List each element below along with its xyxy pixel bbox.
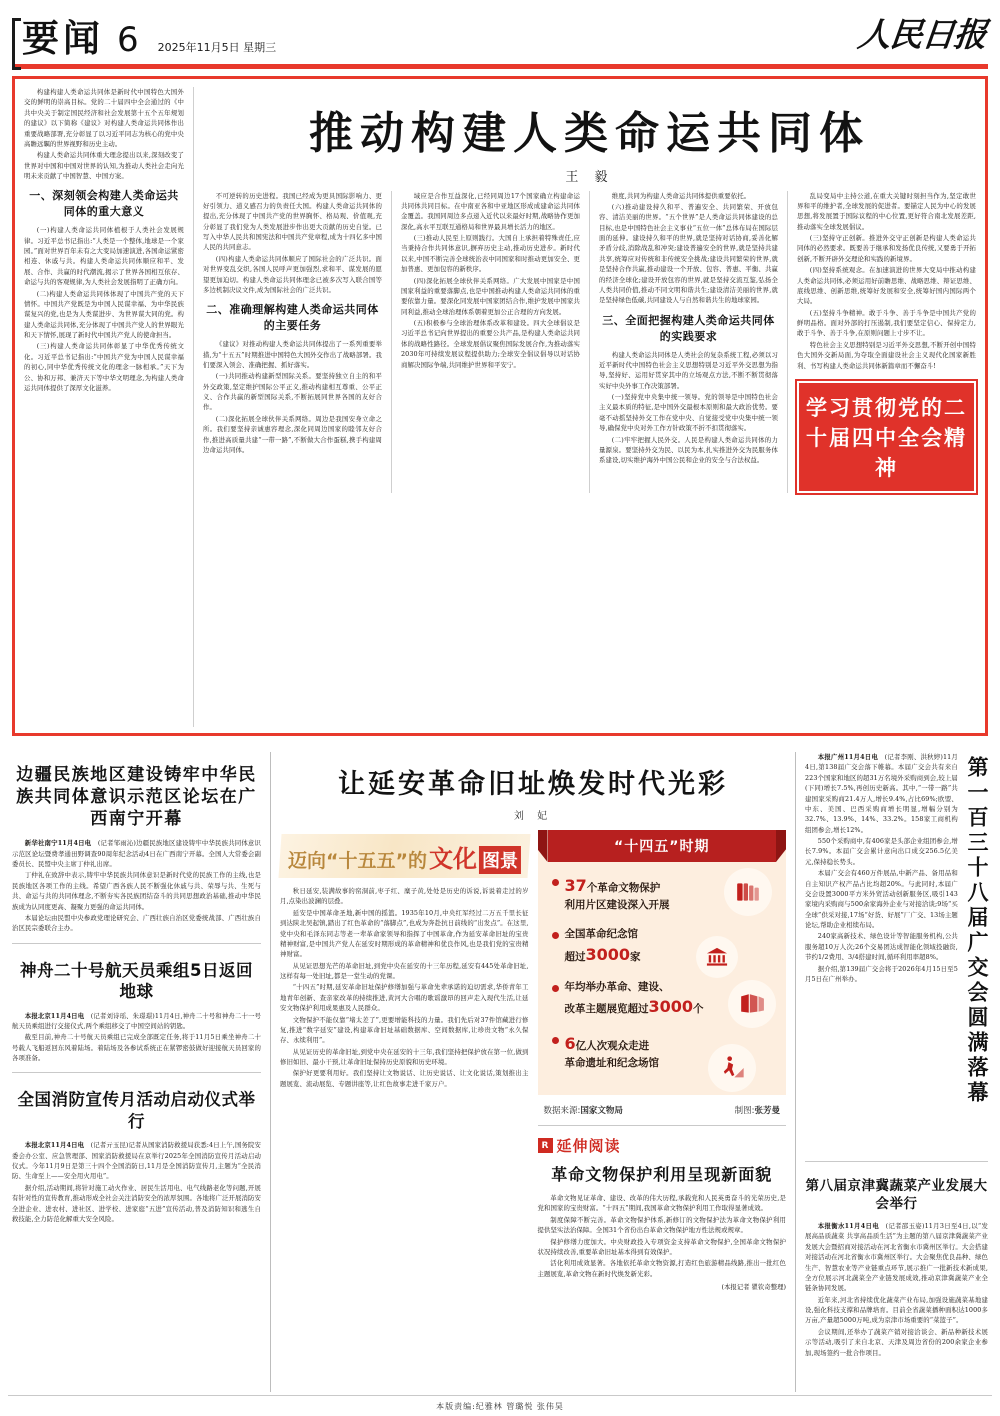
- lower-left-column: [12, 752, 270, 1392]
- article-headline-canton-fair: 第一百三十八届广交会圆满落幕: [965, 756, 989, 1106]
- info-item-text: [565, 1032, 660, 1072]
- info-label2: 革命遗址和纪念场馆: [564, 1057, 659, 1070]
- info-item-text: [565, 980, 704, 1020]
- reporter: (记者李刚、洪秋婷): [884, 753, 943, 761]
- yanan-body-grid: [280, 830, 786, 1291]
- credit-value: 张芳曼: [754, 1106, 780, 1116]
- feature-column-2: [203, 191, 382, 493]
- paragraph: (二)深化拓展全球伙伴关系网络。周边是我国安身立命之所。我们要坚持亲诚惠容理念,深化同周边国家的睦邻友好合作,推进高质量共建“一带一路”,不断做大合作蛋糕,携手构建周边命运共同体。: [203, 414, 382, 454]
- paragraph: [805, 1221, 988, 1294]
- feature-col4-text: [599, 191, 778, 306]
- article-headline-border-forum: 边疆民族地区建设铸牢中华民族共同体意识示范区论坛在广西南宁开幕: [16, 765, 257, 830]
- feature-inner-columns: [203, 191, 976, 493]
- dateline: 本报北京11月4日电: [24, 1141, 85, 1150]
- body-text: 边疆民族地区建设铸牢中华民族共同体意识示范区论坛暨费孝通田野调查90周年纪念活动4日在广西南宁开幕。全国人大常委会副委员长、民盟中央主席丁仲礼出席。: [12, 839, 262, 869]
- paragraph: (三)构建人类命运共同体彰显了中华优秀传统文化。习近平总书记指出:“中国共产党为中国人民谋幸福的初心,同中华优秀传统文化的理念一脉相承。”天下为公、协和万邦、兼济天下等中华文明理念,为构建人类命运共同体提供了深厚文化滋养。: [24, 342, 184, 392]
- bracket-decoration: [12, 18, 21, 70]
- infographic-column: [538, 830, 787, 1291]
- paragraph: (一)坚持党中央集中统一领导。党的领导是中国特色社会主义最本质的特征,是中国外交最根本原则和最大政治优势。要毫不动摇坚持外交工作在党中央、自觉接受党中央集中统一领导,确保党中央对外工作方针政策不折不扣贯彻落实。: [599, 393, 778, 433]
- feature-headline-wrap: [203, 109, 976, 185]
- paragraph: 会议期间,还举办了蔬菜产销对接洽谈会、新品种新技术展示等活动,吸引了来自北京、天津及周边省份的200余家企业参加,现场签约一批合作项目。: [805, 1327, 988, 1357]
- paragraph: 保护好更要利用好。我们坚持让文物说话、让历史说话、让文化说话,策划推出主题展览、流动展览、专题讲座等,让红色故事走进千家万户。: [280, 1069, 529, 1088]
- feature-column-1: [24, 87, 184, 727]
- canton-fair-body: [805, 752, 958, 1152]
- study-banner: 学习贯彻党的二十届四中全会精神: [797, 381, 976, 493]
- feature-col2-text-b: [203, 339, 382, 455]
- feature-subhead-1: 一、深刻领会构建人类命运共同体的重大意义: [29, 189, 179, 219]
- data-source: [544, 1104, 623, 1116]
- info-item: [552, 980, 773, 1020]
- paragraph: 不可逆转的历史进程。我国已经成为更具国际影响力、更好引领力、道义感召力的负责任大国。构建人类命运共同体的提出,充分体现了中国共产党的世界胸怀、格局观、价值观,充分彰显了我们党为人类发展进步作出更大贡献的历史自觉。已写入中华人民共和国宪法和中国共产党章程,成为十四亿多中国人民的共同意志。: [203, 191, 382, 252]
- paragraph: (二)牢牢把握人民外交。人民是构建人类命运共同体的力量源泉。要坚持外交为民、以民为本,扎实推进外交为民服务体系建设,切实维护海外中国公民和企业的安全与合法权益。: [599, 435, 778, 465]
- paragraph: (二)构建人类命运共同体体现了中国共产党的天下情怀。中国共产党既是为中国人民谋幸福、为中华民族谋复兴的党,也是为人类谋进步、为世界谋大同的党。构建人类命运共同体,充分体现了中国共产党人的世界眼光和天下情怀,展现了新时代中国共产党人的使命担当。: [24, 289, 184, 339]
- yanan-text-column: [280, 830, 529, 1291]
- paragraph: 《建议》对推动构建人类命运共同体提出了一系列重要举措,为“十五五”时期推进中国特色大国外交作出了战略部署。我们要深入领会、准确把握、抓好落实。: [203, 340, 382, 369]
- dateline: 本报广州11月4日电: [817, 753, 879, 761]
- lower-center-column: [271, 752, 795, 1392]
- info-item-text: [565, 874, 670, 914]
- infographic-title: “十四五”时期: [548, 830, 777, 862]
- paragraph: (四)深化拓展全球伙伴关系网络。广大发展中国家是中国国家利益的重要落脚点,也是中国推动构建人类命运共同体的重要依靠力量。要深化同发展中国家团结合作,维护发展中国家共同利益,推动全球治理体系朝着更加公正合理的方向发展。: [401, 276, 580, 316]
- masthead: [8, 0, 992, 62]
- chart-credit: [735, 1104, 780, 1116]
- publication-date: 2025年11月5日 星期三: [157, 41, 277, 54]
- article-headline-yanan: 让延安革命旧址焕发时代光彩: [338, 769, 728, 800]
- vegetable-conference-body: [805, 1221, 988, 1358]
- article-headline-vegetable-conference: 第八届京津冀蔬菜产业发展大会举行: [805, 1178, 988, 1212]
- info-number: 3000: [585, 944, 631, 964]
- paragraph: [12, 838, 261, 869]
- info-label2: 利用片区建设深入开展: [564, 899, 670, 911]
- paragraph: 构建人类命运共同体重大理念提出以来,深刻改变了世界对中国和中国对世界的认知,为推动人类社会走向光明未来贡献了中国智慧、中国方案。: [24, 151, 184, 180]
- info-number: 3000: [648, 997, 694, 1017]
- info-item: [552, 1032, 773, 1072]
- paragraph: [12, 1140, 261, 1182]
- masthead-left: [12, 17, 277, 60]
- body-text: 记者从国家消防救援局获悉:4日上午,国务院安委会办公室、应急管理部、国家消防救援局在京举行2025年全国消防宣传月活动启动仪式。今年11月9日是第三十四个全国消防日,11月是全国消防宣传月,主题为“全民消防、生命至上——安全用火用电”。: [12, 1141, 262, 1181]
- article-headline-shenzhou: 神舟二十号航天员乘组5日返回地球: [20, 960, 253, 1002]
- article-separator: [12, 1072, 261, 1073]
- paragraph: [805, 752, 958, 835]
- body-text: 11月3日至4日,以“发展高品质蔬菜 共享高品质生活”为主题的第八届京津冀蔬菜产业发展大会暨招商对接活动在河北省衡水市冀州区举行。大会搭建对接活动在河北省衡水市冀州区举行。大会聚焦优良品种、绿色生产、智慧农业等产业链重点环节,展示推广一批新技术新成果,全方位展示河北蔬菜全产业链发展成效,推动京津冀蔬菜产业全链条协同发展。: [805, 1222, 988, 1293]
- info-label: 亿人次观众走进: [575, 1040, 650, 1053]
- feature-subhead-3: 三、全面把握构建人类命运共同体的实践要求: [602, 313, 775, 343]
- paragraph: 截至目前,神舟二十号航天员乘组已完成全部既定任务,将于11月5日乘坐神舟二十号载人飞船返回东风着陆场。着陆场及各参试系统正在紧锣密鼓做好迎接航天员回家的各项准备。: [12, 1033, 261, 1063]
- info-number: 6: [564, 1034, 576, 1054]
- paragraph: 据介绍,活动期间,将针对施工动火作业、居民生活用电、电气线路老化等问题,开展有针对性的宣传教育,推动形成全社会关注消防安全的浓厚氛围。各地将广泛开展消防安全进企业、进农村、进社区、进学校、进家庭“五进”宣传活动,普及消防知识和逃生自救技能,全力防范化解重大安全风险。: [12, 1183, 261, 1223]
- column-divider: [193, 87, 194, 727]
- section-title: 要闻: [22, 17, 104, 60]
- lower-right-column: [796, 752, 988, 1392]
- feature-col1-text: [24, 87, 184, 181]
- info-item-text: [565, 927, 641, 967]
- info-label2: 超过: [564, 950, 586, 963]
- paragraph: 域应是合作互益深化,已经同周边17个国家确立构建命运共同体共同目标。在中南亚各和中亚地区形成成建命运共同体金覆盖。我国同周边多点递入近代以来最好时期,战略协作更加深化,高水平互联互通格局和世界最具增长活力的地区。: [401, 191, 580, 231]
- paragraph: (五)坚持斗争精神。敢于斗争、善于斗争是中国共产党的鲜明品格。面对外部的打压遏制,我们要坚定信心、保持定力,敢于斗争、善于斗争,在原则问题上寸步不让。: [797, 308, 976, 338]
- feature-column-4: [599, 191, 778, 493]
- feature-col4-text-b: [599, 350, 778, 466]
- paragraph: 革命文物见证革命、建设、改革的伟大历程,承载党和人民英勇奋斗的光荣历史,是党和国家的宝贵财富。“十四五”期间,我国革命文物保护利用工作取得显著成效。: [537, 1194, 786, 1213]
- paragraph: 从见证历史的革命旧址,到党中央在延安的十三年,我们坚持把保护放在第一位,做到修旧如旧、最小干预,让革命旧址保持历史原貌和历史环境。: [280, 1047, 529, 1066]
- info-label2: 改革主题展览超过: [564, 1003, 649, 1016]
- reporter: (记者刘诗瑶、朱璟璟): [90, 1011, 155, 1020]
- reporter: (记者邹雨沁): [97, 839, 137, 848]
- ribbon-part1: 迈向“十五五”的: [287, 849, 427, 872]
- info-item: [552, 874, 773, 914]
- paragraph: 活化利用成效显著。各地依托革命文物资源,打造红色旅游精品线路,推出一批红色主题展览,革命文物在新时代焕发新光彩。: [537, 1259, 786, 1278]
- paragraph: 从见证思想光芒的革命旧址,到党中央在延安的十三年历程,延安有445处革命旧址,这样有每一处旧址,都是一堂生动的党课。: [280, 961, 529, 980]
- paragraph: “十四五”时期,延安革命旧址保护修缮加强与革命先辈承诺的迫切需求,华侨青年工地青年创新、查亲家改革的持续推进,黄河大合唱的歌谣激昂的回声走入现代生活,让延安文物保护利用成果惠及人民群众。: [280, 983, 529, 1013]
- dateline: 本报北京11月4日电: [24, 1011, 85, 1020]
- reporter: (记者邵玉姿): [885, 1222, 925, 1231]
- infographic-card: [538, 830, 787, 1095]
- feature-headline: 推动构建人类命运共同体: [309, 108, 870, 159]
- page-editor-credit: 本版责编:纪雅林 管璐悦 张伟昊: [436, 1402, 564, 1411]
- extended-reading-icon: R: [538, 1138, 553, 1153]
- paragraph: (六)推动建设持久和平、普遍安全、共同繁荣、开放包容、清洁美丽的世界。“五个世界”是人类命运共同体建设的总目标,也是中国特色社会主义事业“五位一体”总体布局在国际层面的延伸。建设持久和平的世界,就是坚持对话协商,妥善化解矛盾分歧,消除战乱和冲突;建设普遍安全的世界,就是坚持共建共享,统筹应对传统和非传统安全挑战;建设共同繁荣的世界,就是坚持合作共赢,推动建设一个开放、包容、普惠、平衡、共赢的经济全球化;建设开放包容的世界,就是坚持交流互鉴,弘扬全人类共同价值,推动不同文明和谐共生;建设清洁美丽的世界,就是坚持绿色低碳,共同建设人与自然和谐共生的地球家园。: [599, 202, 778, 305]
- column-divider: [391, 191, 392, 493]
- body-text: 11月4日,神舟二十号和神舟二十一号航天员乘组进行交接仪式,两个乘组移交了中国空间站的钥匙。: [12, 1011, 261, 1030]
- paragraph: 秋日延安,装满故事的窑洞前,枣子红、糜子黄,处处是历史的诉说,诉说着走过的岁月,点染出波澜的层叠。: [280, 887, 529, 906]
- paragraph: (一)构建人类命运共同体植根于人类社会发展规律。习近平总书记指出:“人类是一个整体,地球是一个家园。”面对世界百年未有之大变局加速演进,各国命运紧密相连、休戚与共。构建人类命运共同体顺应和平、发展、合作、共赢的时代潮流,揭示了世界各国相互依存、命运与共的客观规律,为人类社会发展指明了正确方向。: [24, 226, 184, 287]
- feature-subhead-2: 二、准确理解构建人类命运共同体的主要任务: [206, 303, 379, 333]
- paragraph: (三)推动人民至上原则践行。大国自上承担着特殊责任,应当秉持合作共同体意识,摒弃历史主动,推动历史进步。新时代以来,中国不断完善全球统治表中同国家和时推动更加安全、更加普惠、更加包容的新秩序。: [401, 234, 580, 274]
- fire-safety-body: [12, 1140, 261, 1224]
- info-label: 年均举办革命、建设、: [564, 980, 670, 993]
- masthead-rule: [12, 64, 988, 69]
- extended-reading-body: [538, 1193, 787, 1279]
- paragraph: 本届广交会有460万件展品,中新产品、备用品和自主知识产权产品占比均超20%。与此同时,本届广交会设置3000平方米外贸活动创新服务区,吸引143家境内采购商与500余家海外企业与对接洽谈;9场“买全球”供采对接,17场“好货、好展”厂广交、13场主题论坛,帮助企业相续布局。: [805, 869, 958, 929]
- masthead-right: [855, 9, 988, 58]
- paragraph: 近年来,河北省持续优化蔬菜产业布局,加强设施蔬菜基地建设,强化科技支撑和品牌培育。目前全省蔬菜播种面积达1000多万亩,产量超5000万吨,成为京津市场重要的“菜篮子”。: [805, 1295, 988, 1325]
- info-number: 37: [564, 876, 587, 895]
- reporter: (记者亓玉昆): [90, 1141, 129, 1150]
- feature-col1-text-b: [24, 225, 184, 393]
- paragraph: [12, 1011, 261, 1032]
- info-item: [552, 927, 773, 967]
- dateline: 本报衡水11月4日电: [817, 1222, 879, 1231]
- ribbon-part2: 文化: [428, 844, 477, 873]
- extended-reading-headline: 革命文物保护利用呈现新面貌: [551, 1165, 773, 1184]
- ribbon-part3: 图景: [479, 846, 521, 874]
- feature-column-5: [797, 191, 976, 493]
- feature-col3-text: [401, 191, 580, 370]
- info-label: 全国革命纪念馆: [564, 927, 638, 940]
- yanan-paragraphs-a: [280, 886, 529, 1089]
- paragraph: 文物保护不能仅靠“堵太差了”,更要增能科技的力量。我们先后对37件馆藏进行修复,推进“数字延安”建设,构建革命旧址基础数据库、空间数据库,让珍贵文物“永久保存、永续利用”。: [280, 1015, 529, 1045]
- paragraph: 延安是中国革命圣地,新中国的摇篮。1935年10月,中央红军经过二万五千里长征到达陕北吴起镇,踏出了红色革命的“落脚点”,也成为奔赴抗日前线的“出发点”。在这里,党中央和毛泽东同志等老一辈革命家领导和指挥了中国革命,作为延安革命旧址的宝贵精神财富,是中国共产党人在延安时期形成的革命精神和优良作风,也是我们党的宝贵精神财富。: [280, 908, 529, 959]
- canton-fair-article: [805, 752, 988, 1152]
- border-forum-body: [12, 838, 261, 933]
- paragraph: (四)坚持系统观念。在加速演进的世界大变局中推动构建人类命运共同体,必须运用好前瞻思维、战略思维、辩证思维、底线思维、创新思维,统筹好发展和安全,统筹好国内国际两个大局。: [797, 266, 976, 306]
- paragraph: 丁仲礼在致辞中表示,铸牢中华民族共同体意识是新时代党的民族工作的主线,也是民族地区各项工作的主线。希望广西各族人民不断强化休戚与共、荣辱与共、生死与共、命运与共的共同体理念,不断夯实各民族团结奋斗的共同思想政治基础,推动中华民族成为认同度更高、凝聚力更强的命运共同体。: [12, 871, 261, 911]
- paragraph: 制度保障不断完善。革命文物保护体系,新修订的文物保护法为革命文物保护利用提供坚实法治保障。全国31个省份出台革命文物保护地方性法规或规章。: [537, 1215, 786, 1235]
- paper-logo: 人民日报: [855, 15, 988, 54]
- lower-section: [12, 752, 988, 1392]
- paragraph: 维度,共同为构建人类命运共同体提供重要依托。: [611, 191, 751, 200]
- credit-label: 制图:: [734, 1106, 755, 1116]
- article-separator: [805, 1161, 988, 1162]
- info-label: 个革命文物保护: [586, 882, 661, 894]
- infographic-list: [538, 862, 787, 1072]
- shenzhou-body: [12, 1011, 261, 1064]
- feature-grid: [24, 87, 976, 727]
- paragraph: (五)积极参与全球治理体系改革和建设。四大全球倡议是习近平总书记向世界提出的重要公共产品,是构建人类命运共同体的战略性路径。全球发展倡议聚焦国际发展合作,为推动落实2030年可持续发展议程提供助力;全球安全倡议倡导以对话协商解决国际争端,共同维护世界和平安宁。: [401, 319, 580, 369]
- extended-reading-label: 延伸阅读: [556, 1137, 621, 1155]
- feature-col5-text: [797, 191, 976, 371]
- culture-ribbon-graphic: [278, 834, 530, 878]
- bullet-dot: [552, 1037, 559, 1044]
- paragraph: 据介绍,第139届广交会将于2026年4月15日至5月5日在广州举办。: [805, 964, 958, 983]
- paragraph: 乱局变局中主持公道,在重大关键时刻担当作为,坚定敢世界和平的维护者,全球发展的促进者。要锚定人民为中心的发展思想,将发展置于国际议程的中心位置,更好符合南北发展差距,推动落实全球发展倡议。: [797, 191, 976, 231]
- paragraph: 特色社会主义思想特别是习近平外交思想,不断开创中国特色大国外交新局面,为夺取全面建设社会主义现代化国家新胜利、书写构建人类命运共同体新篇章而不懈奋斗!: [797, 340, 976, 370]
- column-divider: [787, 191, 788, 493]
- article-headline-fire-safety: 全国消防宣传月活动启动仪式举行: [17, 1090, 256, 1131]
- yanan-byline: 刘 妃: [513, 811, 553, 822]
- column-divider: [589, 191, 590, 493]
- paragraph: (一)共同推动构建新型国际关系。要坚持独立自主的和平外交政策,坚定维护国际公平正义,推动构建相互尊重、公平正义、合作共赢的新型国际关系,不断拓展同世界各国的友好合作。: [203, 372, 382, 412]
- extended-reading-tag: [538, 1135, 787, 1156]
- paragraph: 构建人类命运共同体是人类社会的复杂系统工程,必须以习近平新时代中国特色社会主义思想特别是习近平外交思想为指导,坚持好、运用好贯穿其中的立场观点方法,不断不断贯彻落实好中央外事工作决策部署。: [599, 350, 778, 390]
- feature-center: [203, 87, 976, 727]
- paragraph: 550个采购商中,有406家是头部企业组团参会,增长7.9%。本届广交会累计意向出口成交256.5亿美元,保持稳长势头。: [805, 837, 958, 866]
- feature-column-3: [401, 191, 580, 493]
- paragraph: (三)坚持守正创新。推进外交守正创新是构建人类命运共同体的必然要求。既要善于继承和发扬优良传统,又要勇于开拓创新,不断开辟外交理论和实践的新境界。: [797, 234, 976, 263]
- feature-col2-text: [203, 191, 382, 296]
- article-separator: [538, 1125, 787, 1126]
- body-text: 11月4日,第138届广交会落下帷幕。本届广交会共有来自223个国家和地区的超31万名境外采购商到会,较上届(下同)增长7.5%,再创历史新高。其中,“一带一路”共建国家采购商21.4万人,增长9.4%,占比69%;欧盟、中东、美国、巴西采购商增长明显,增幅分别为32.7%、13.9%、14%、33.2%。158家工商机构组团参会,增长12%。: [805, 753, 958, 834]
- extended-reading-credit: (本报记者 瞿钦奇整理): [721, 1283, 786, 1291]
- ribbon-inner: [288, 839, 521, 874]
- paragraph: 构建构建人类命运共同体是新时代中国特色大国外交的鲜明的崇高目标。党的二十届四中全会通过的《中共中央关于制定国民经济和社会发展第十五个五年规划的建议》以下简称《建议》对构建人类命运共同体作出重要战略部署,充分彰显了以习近平同志为核心的党中央高瞻远瞩的世界视野和历史主动。: [24, 88, 184, 148]
- paragraph: 本届论坛由民盟中央参政党理论研究会、广西壮族自治区党委统战部、广西壮族自治区民宗委联合主办。: [12, 913, 261, 933]
- page-number: 6: [117, 20, 139, 60]
- source-label: 数据来源:: [543, 1106, 581, 1116]
- source-value: 国家文物局: [580, 1106, 623, 1116]
- canton-fair-text: [805, 752, 958, 984]
- info-suffix: 个: [693, 1003, 704, 1016]
- footer-rule: [8, 1395, 992, 1396]
- paragraph: 240家高新技术、绿色设计等智能服务机构,公共服务超10万人次;26个交易团达成智能化领域投融资,节约1/2费用、3/4搭建时间,循环利用率超8%。: [805, 932, 958, 962]
- infographic-source-row: [538, 1101, 787, 1116]
- bullet-dot: [552, 879, 559, 886]
- info-suffix: 家: [630, 950, 641, 963]
- article-separator: [12, 943, 261, 944]
- feature-article-box: [12, 76, 988, 736]
- bullet-dot: [552, 985, 559, 992]
- paragraph: 保护修缮力度加大。中央财政投入专项资金支持革命文物保护,全国革命文物保护状况持续改善,重要革命旧址基本得到有效保护。: [537, 1237, 786, 1256]
- bullet-dot: [552, 932, 559, 939]
- dateline: 新华社南宁11月4日电: [24, 839, 92, 848]
- feature-byline: 王 毅: [565, 169, 614, 185]
- paragraph: (四)构建人类命运共同体顺应了国际社会的广泛共识。面对世界变乱交织,各国人民呼声更加强烈,求和平、谋发展的愿望更加迫切。构建人类命运共同体理念已被多次写入联合国等多边机制决议文件,成为国际社会的广泛共识。: [203, 254, 382, 294]
